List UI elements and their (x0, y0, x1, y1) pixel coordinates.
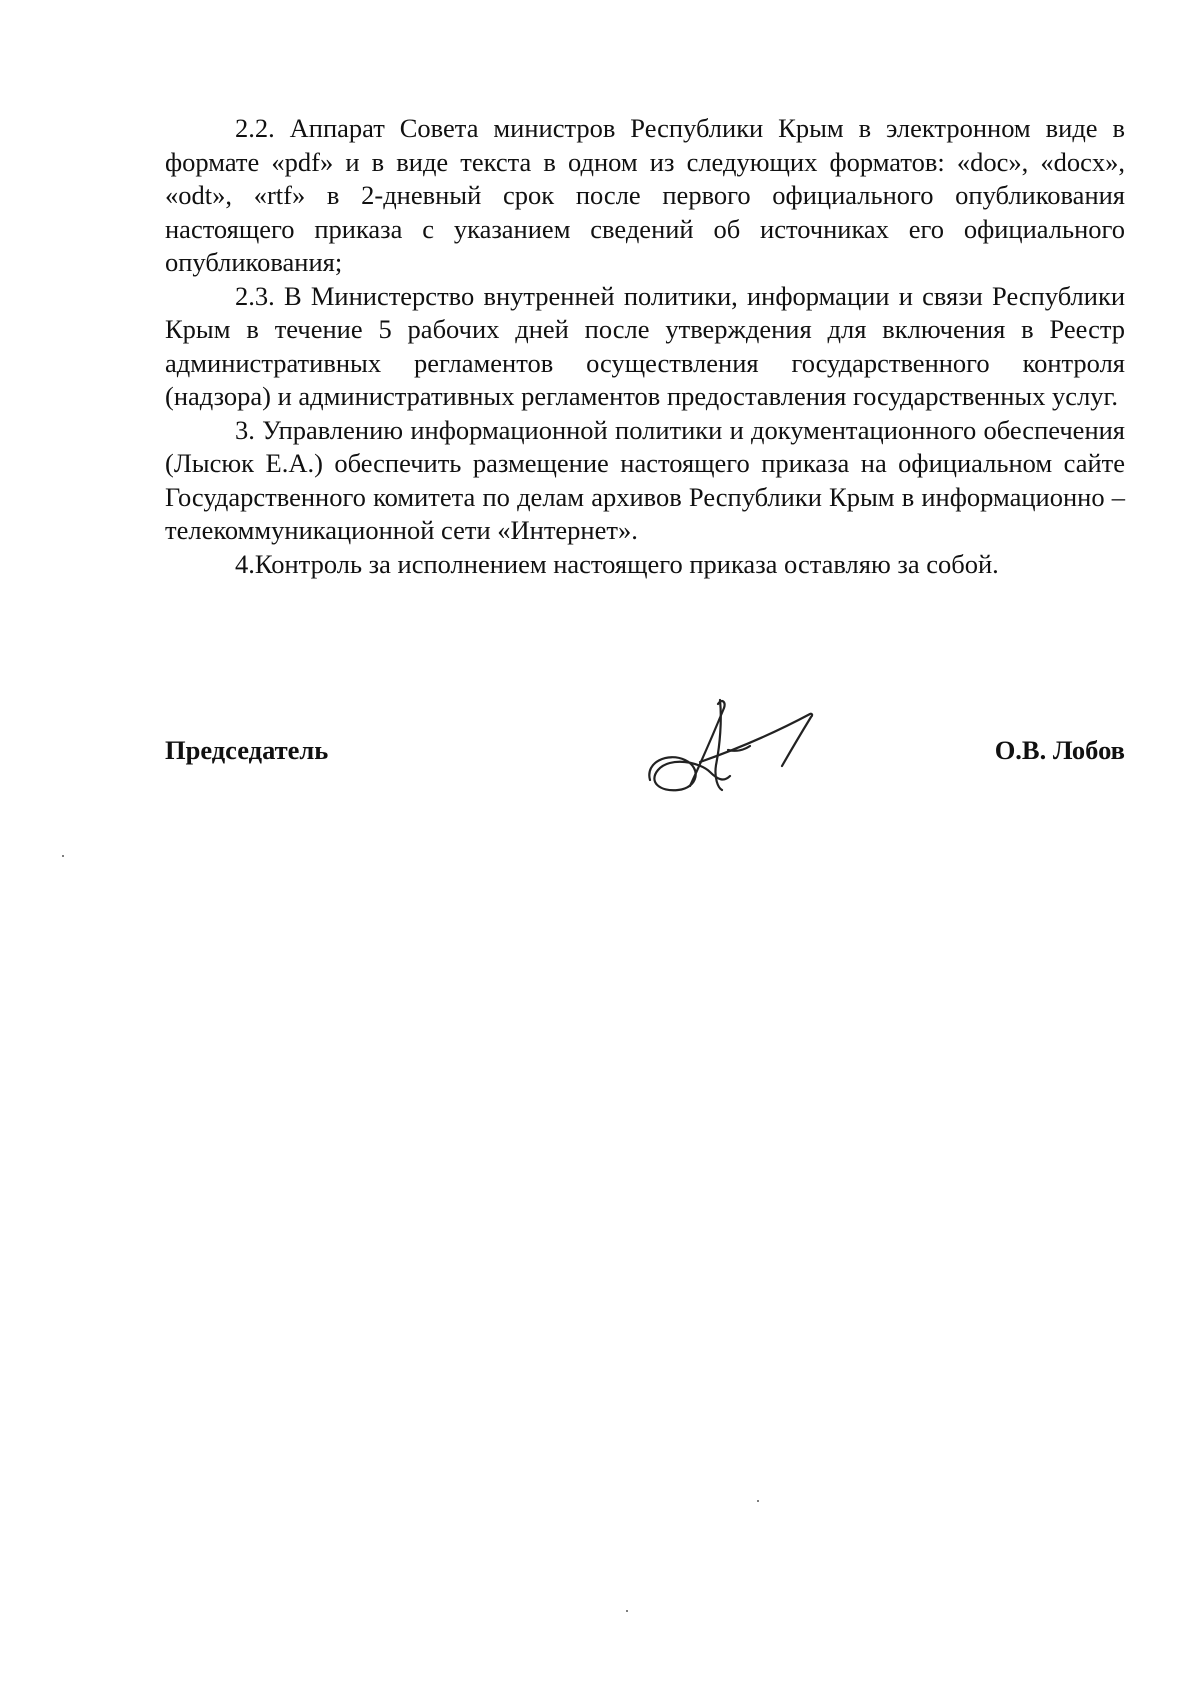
paragraph-3: 3. Управлению информационной политики и документационного обеспечения (Лысюк Е.А.) обеспечить размещение настоящего приказа на официальном сайте Государственного комитета по делам архивов Республики Крым в информационно – телекоммуникационной сети «Интернет». (165, 414, 1125, 545)
paragraph-2-2: 2.2. Аппарат Совета министров Республики Крым в электронном виде в формате «pdf» и в виде текста в одном из следующих форматов: «doc», «docx», «odt», «rtf» в 2-дневный срок после первого официального опубликования настоящего приказа с указанием сведений об источниках его официального опубликования; (165, 113, 1125, 277)
scan-speck (62, 855, 64, 857)
signatory-title: Председатель (165, 735, 329, 765)
document-body (165, 112, 1125, 581)
scan-speck (757, 1500, 759, 1502)
signatory-name: О.В. Лобов (994, 735, 1125, 765)
scan-speck (626, 1610, 628, 1612)
handwritten-signature (640, 690, 840, 805)
paragraph-4: 4.Контроль за исполнением настоящего приказа оставляю за собой. (235, 548, 999, 579)
paragraph-2-3: 2.3. В Министерство внутренней политики, информации и связи Республики Крым в течение 5 рабочих дней после утверждения для включения в Реестр административных регламентов осуществления государственного контроля (надзора) и административных регламентов предоставления государственных услуг. (165, 280, 1125, 411)
